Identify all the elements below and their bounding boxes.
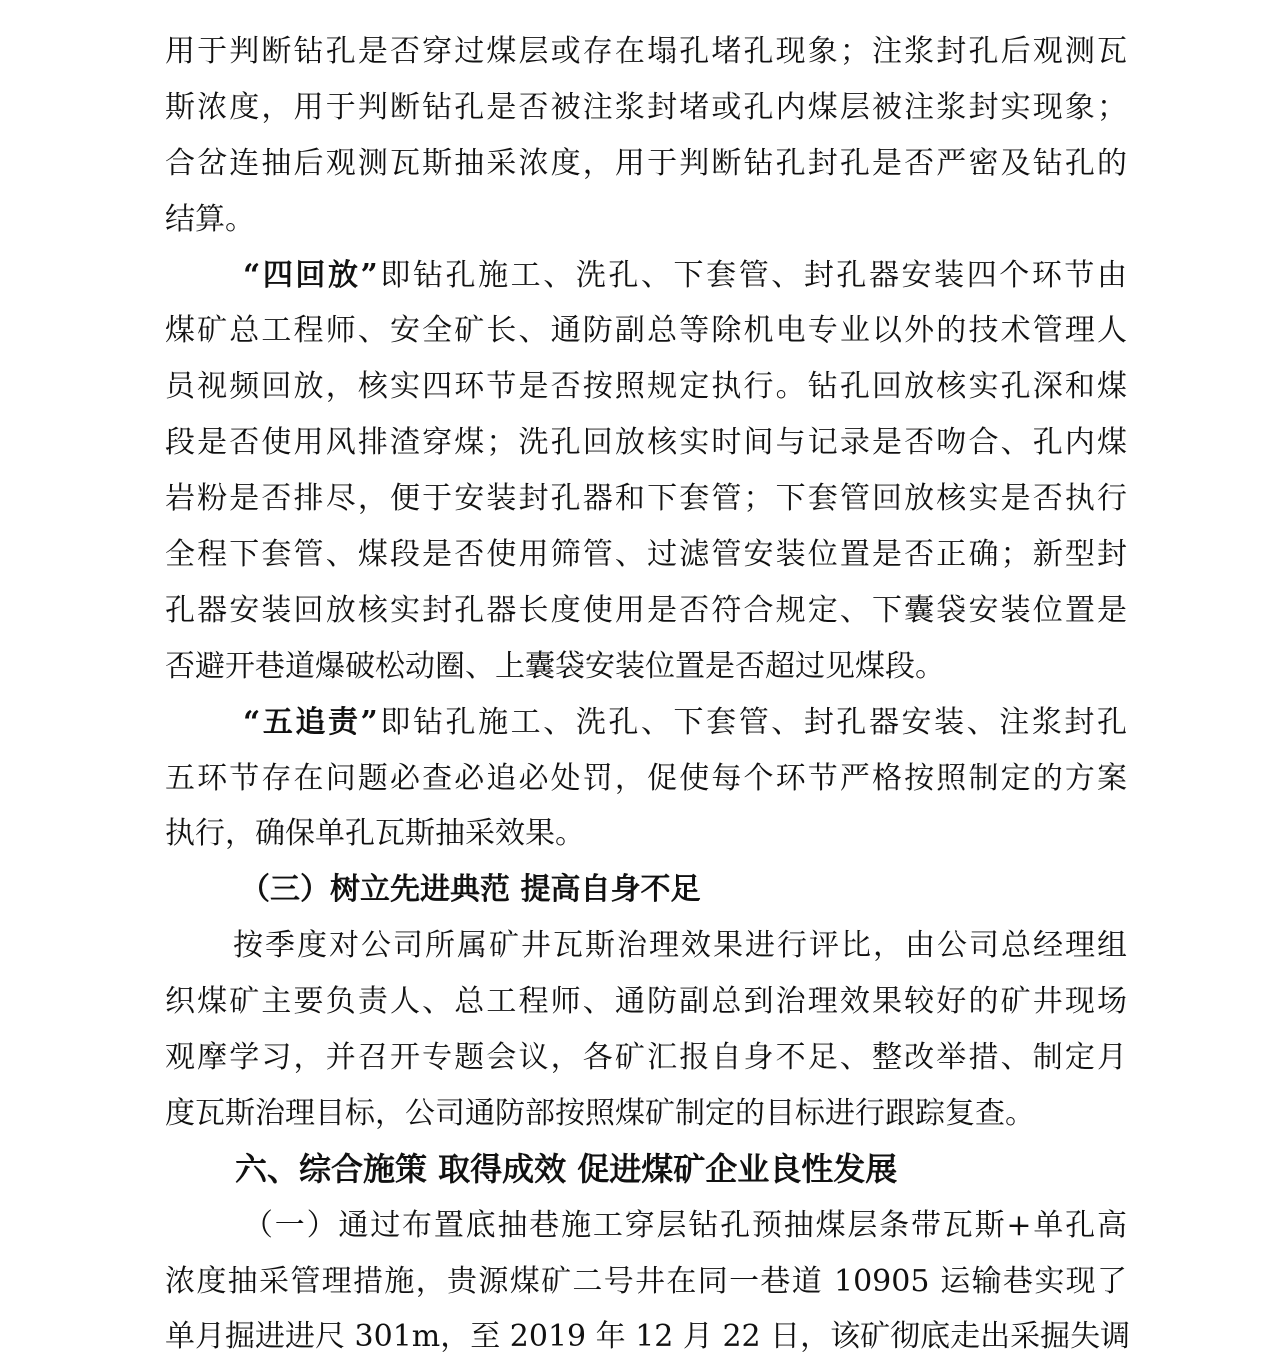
text-line: 孔器安装回放核实封孔器长度使用是否符合规定、下囊袋安装位置是 [165,592,1127,628]
text-line: 执行，确保单孔瓦斯抽采效果。 [165,816,585,852]
text-line: 按季度对公司所属矿井瓦斯治理效果进行评比，由公司总经理组 [233,928,1127,964]
text-line: （一）通过布置底抽巷施工穿层钻孔预抽煤层条带瓦斯+单孔高 [243,1207,1127,1243]
text-line: 浓度抽采管理措施，贵源煤矿二号井在同一巷道 10905 运输巷实现了 [165,1263,1127,1299]
text-line: 五环节存在问题必查必追必处罚，促使每个环节严格按照制定的方案 [165,760,1127,796]
document-page [165,24,1131,1365]
text-line: 观摩学习，并召开专题会议，各矿汇报自身不足、整改举措、制定月 [165,1040,1127,1076]
text-span: 即钻孔施工、洗孔、下套管、封孔器安装四个环节由 [377,257,1128,293]
text-line: 否避开巷道爆破松动圈、上囊袋安装位置是否超过见煤段。 [165,648,945,684]
text-line: 煤矿总工程师、安全矿长、通防副总等除机电专业以外的技术管理人 [165,313,1127,349]
text-line: 全程下套管、煤段是否使用筛管、过滤管安装位置是否正确；新型封 [165,537,1127,573]
bold-term: “五追责” [243,704,378,740]
bold-term: “四回放” [243,257,378,293]
text-line: 单月掘进进尺 301m，至 2019 年 12 月 22 日，该矿彻底走出采掘失调 [165,1319,1131,1355]
text-line: 合岔连抽后观测瓦斯抽采浓度，用于判断钻孔封孔是否严密及钻孔的 [165,145,1127,181]
text-line: 段是否使用风排渣穿煤；洗孔回放核实时间与记录是否吻合、孔内煤 [165,425,1127,461]
text-line: 岩粉是否排尽，便于安装封孔器和下套管；下套管回放核实是否执行 [165,481,1127,517]
text-line: 结算。 [165,201,255,237]
text-line: 织煤矿主要负责人、总工程师、通防副总到治理效果较好的矿井现场 [165,984,1127,1020]
text-line: 斯浓度，用于判断钻孔是否被注浆封堵或孔内煤层被注浆封实现象； [165,89,1127,125]
text-line: 员视频回放，核实四环节是否按照规定执行。钻孔回放核实孔深和煤 [165,369,1127,405]
paragraph-first-line [165,248,1127,304]
text-span: 即钻孔施工、洗孔、下套管、封孔器安装、注浆封孔 [377,704,1128,740]
text-line: 度瓦斯治理目标，公司通防部按照煤矿制定的目标进行跟踪复查。 [165,1095,1035,1131]
chapter-heading: 六、综合施策 取得成效 促进煤矿企业良性发展 [235,1149,898,1188]
section-heading: （三）树立先进典范 提高自身不足 [240,872,701,908]
paragraph-first-line [165,695,1127,751]
text-line: 用于判断钻孔是否穿过煤层或存在塌孔堵孔现象；注浆封孔后观测瓦 [165,34,1127,69]
